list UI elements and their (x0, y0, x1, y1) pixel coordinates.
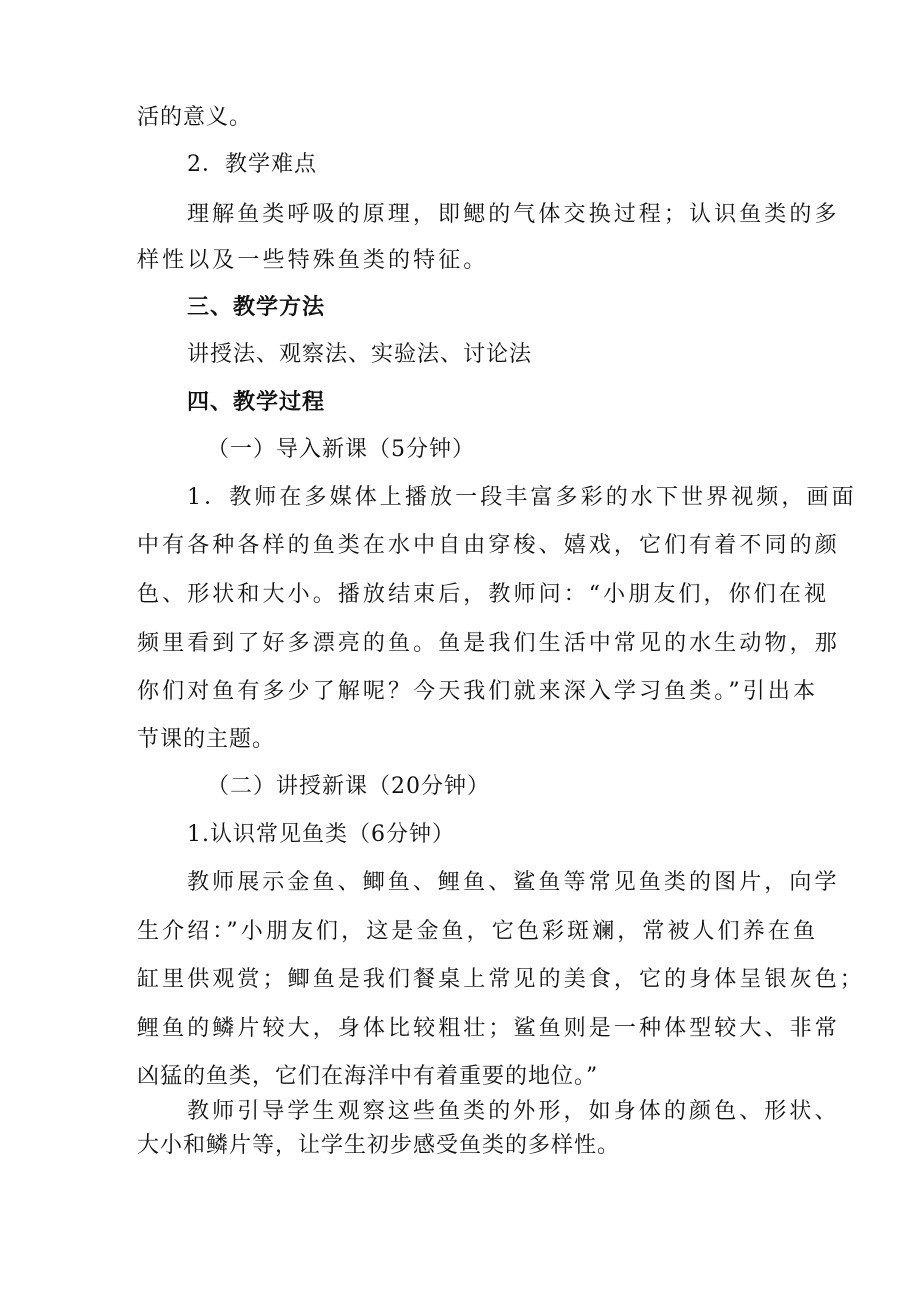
part-title-new-lesson: （二）讲授新课（20分钟） (207, 774, 490, 799)
paragraph-line: 缸里供观赏；鲫鱼是我们餐桌上常见的美食，它的身体呈银灰色； (137, 967, 865, 992)
subsection-title-difficulty: 2．教学难点 (187, 152, 317, 177)
paragraph-line: 生介绍：”小朋友们，这是金鱼，它色彩斑斓，常被人们养在鱼 (137, 919, 819, 944)
paragraph-line: 色、形状和大小。播放结束后，教师问：“小朋友们，你们在视 (137, 582, 830, 607)
methods-text: 讲授法、观察法、实验法、讨论法 (187, 342, 533, 367)
paragraph-line: 样性以及一些特殊鱼类的特征。 (137, 248, 489, 273)
paragraph-line: 大小和鳞片等，让学生初步感受鱼类的多样性。 (137, 1133, 621, 1158)
section-heading-methods: 三、教学方法 (187, 295, 326, 320)
paragraph-line: 你们对鱼有多少了解呢？今天我们就来深入学习鱼类。”引出本 (137, 679, 819, 704)
paragraph-line: 鲤鱼的鳞片较大，身体比较粗壮；鲨鱼则是一种体型较大、非常 (137, 1016, 840, 1041)
paragraph-line: 节课的主题。 (137, 727, 276, 752)
paragraph-line: 频里看到了好多漂亮的鱼。鱼是我们生活中常见的水生动物，那 (137, 631, 840, 656)
paragraph-line: 中有各种各样的鱼类在水中自由穿梭、嬉戏，它们有着不同的颜 (137, 533, 840, 558)
paragraph-line: 理解鱼类呼吸的原理，即鳃的气体交换过程；认识鱼类的多 (187, 202, 840, 227)
paragraph-line: 凶猛的鱼类，它们在海洋中有着重要的地位。” (137, 1064, 599, 1089)
continued-text: 活的意义。 (137, 105, 253, 130)
section-heading-process: 四、教学过程 (187, 390, 326, 415)
item-title-common-fish: 1.认识常见鱼类（6分钟） (187, 822, 455, 847)
paragraph-line: 1．教师在多媒体上播放一段丰富多彩的水下世界视频，画面 (187, 485, 857, 510)
paragraph-line: 教师引导学生观察这些鱼类的外形，如身体的颜色、形状、 (187, 1099, 840, 1124)
part-title-intro: （一）导入新课（5分钟） (207, 437, 475, 462)
paragraph-line: 教师展示金鱼、鲫鱼、鲤鱼、鲨鱼等常见鱼类的图片，向学 (187, 870, 840, 895)
